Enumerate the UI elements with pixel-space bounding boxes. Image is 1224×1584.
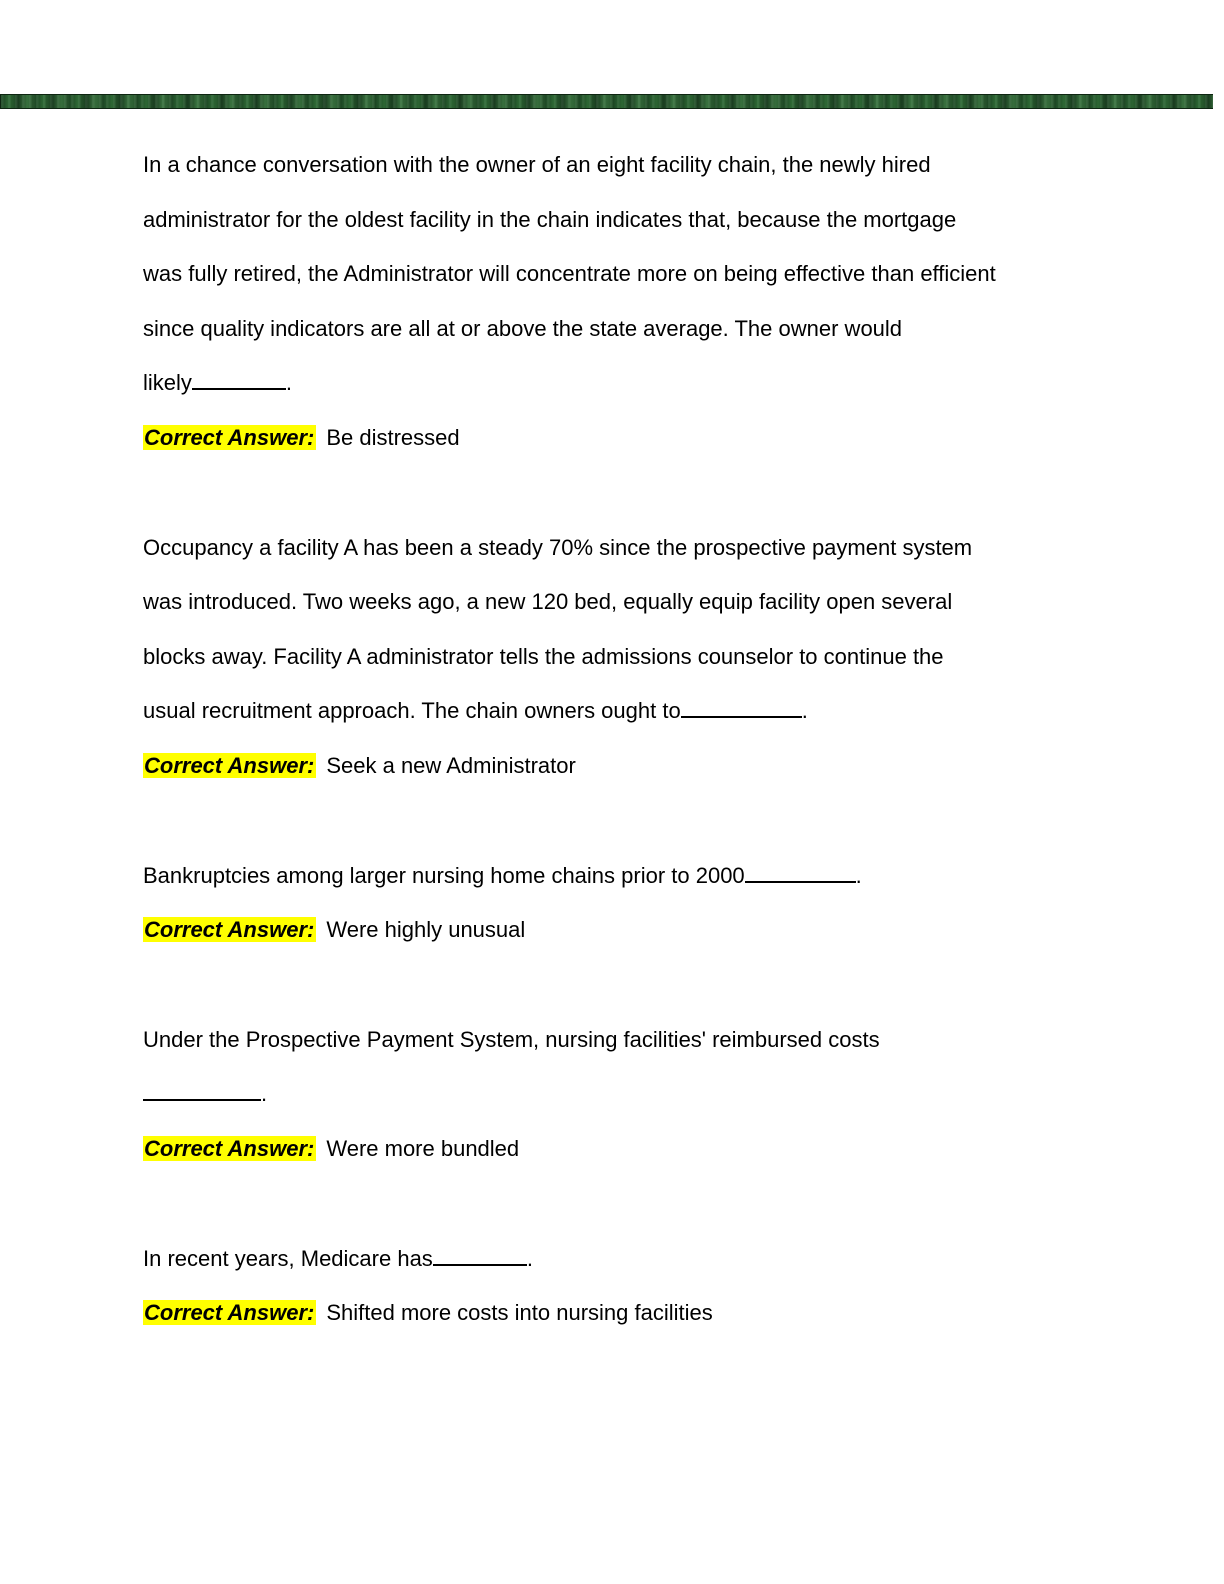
- question-end-punctuation: .: [855, 862, 862, 888]
- question-text-line: In a chance conversation with the owner of an eight facility chain, the newly hired: [143, 152, 931, 177]
- correct-answer-text: Shifted more costs into nursing facilities: [326, 1300, 713, 1326]
- question-text-line: blocks away. Facility A administrator tells the admissions counselor to continue the: [143, 643, 944, 669]
- question-end-punctuation: .: [261, 1081, 268, 1107]
- correct-answer-label: Correct Answer:: [144, 917, 315, 943]
- correct-answer-label: Correct Answer:: [144, 1135, 315, 1161]
- question-text-line: since quality indicators are all at or above the state average. The owner would: [143, 315, 903, 341]
- correct-answer-label: Correct Answer:: [144, 424, 315, 450]
- spacer: [143, 794, 1083, 849]
- correct-answer-text: Be distressed: [326, 424, 460, 450]
- question-text-line: was introduced. Two weeks ago, a new 120 bed, equally equip facility open several: [143, 589, 953, 615]
- question-end-punctuation: .: [801, 698, 808, 724]
- question-4: [143, 1013, 1083, 1177]
- question-text-line-with-blank: [143, 1232, 1083, 1287]
- correct-answer-row: [143, 903, 1083, 958]
- document-body: [143, 138, 1083, 1341]
- question-text-line-with-blank: [143, 356, 1083, 411]
- answer-blank: [143, 1081, 261, 1101]
- answer-blank: [681, 698, 802, 718]
- question-text: Bankruptcies among larger nursing home chains prior to 2000: [143, 862, 745, 888]
- answer-blank: [192, 370, 286, 390]
- correct-answer-row: [143, 739, 1083, 794]
- question-text: In recent years, Medicare has: [143, 1245, 433, 1271]
- correct-answer-row: [143, 1122, 1083, 1177]
- correct-answer-row: [143, 411, 1083, 466]
- question-text-line-with-blank: [143, 1067, 1083, 1122]
- spacer: [143, 466, 1083, 521]
- spacer: [143, 1177, 1083, 1232]
- correct-answer-label: Correct Answer:: [144, 752, 315, 778]
- correct-answer-label: Correct Answer:: [144, 1300, 315, 1326]
- decorative-header-bar: [0, 94, 1213, 109]
- correct-answer-text: Seek a new Administrator: [326, 752, 576, 778]
- question-text: likely: [143, 370, 192, 396]
- answer-blank: [745, 863, 856, 883]
- answer-blank: [433, 1246, 527, 1266]
- question-text-line-with-blank: [143, 684, 1083, 739]
- correct-answer-text: Were highly unusual: [326, 917, 526, 943]
- question-text: usual recruitment approach. The chain owners ought to: [143, 698, 681, 724]
- correct-answer-text: Were more bundled: [326, 1135, 520, 1161]
- question-text-line: Under the Prospective Payment System, nursing facilities' reimbursed costs: [143, 1026, 880, 1052]
- correct-answer-row: [143, 1286, 1083, 1341]
- question-text-line: administrator for the oldest facility in the chain indicates that, because the mortgage: [143, 206, 957, 232]
- question-end-punctuation: .: [285, 370, 293, 396]
- question-5: [143, 1232, 1083, 1341]
- question-end-punctuation: .: [526, 1245, 533, 1271]
- question-3: [143, 849, 1083, 958]
- question-text-line: was fully retired, the Administrator will concentrate more on being effective than efficient: [143, 261, 996, 287]
- question-text-line: Occupancy a facility A has been a steady 70% since the prospective payment system: [143, 534, 973, 560]
- question-2: [143, 521, 1083, 794]
- question-1: [143, 138, 1083, 466]
- spacer: [143, 958, 1083, 1013]
- question-text-line-with-blank: [143, 849, 1083, 904]
